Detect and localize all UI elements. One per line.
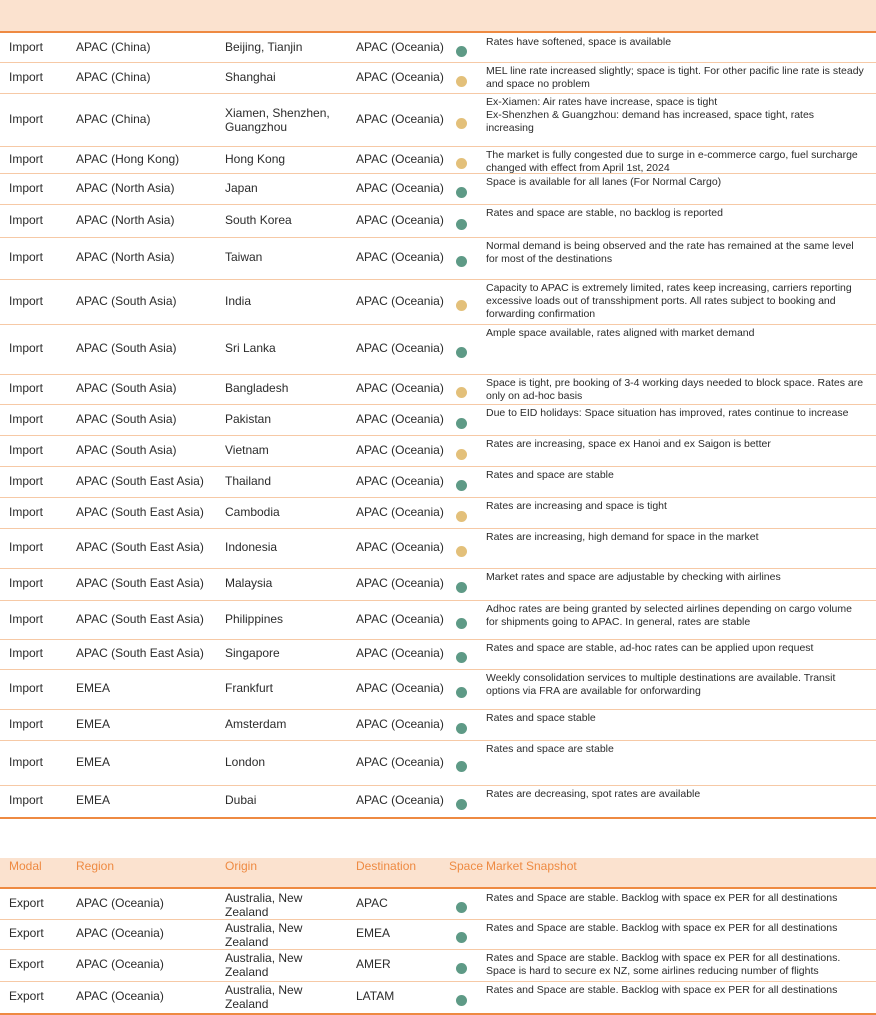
status-indicator-green <box>456 418 467 429</box>
header-space: Space <box>449 859 484 873</box>
market-snapshot-cell: Space is available for all lanes (For Normal Cargo) <box>486 176 722 188</box>
region-cell: APAC (China) <box>76 70 151 84</box>
modal-cell: Import <box>9 70 44 84</box>
status-indicator-amber <box>456 387 467 398</box>
region-cell: APAC (South Asia) <box>76 294 177 308</box>
table-row <box>0 669 876 710</box>
origin-cell: South Korea <box>225 213 292 227</box>
table-row <box>0 324 876 375</box>
header-destination: Destination <box>356 859 417 873</box>
destination-cell: APAC (Oceania) <box>356 646 444 660</box>
table-row <box>0 466 876 498</box>
status-indicator-green <box>456 618 467 629</box>
modal-cell: Import <box>9 646 44 660</box>
origin-cell: Dubai <box>225 793 257 807</box>
region-cell: APAC (China) <box>76 112 151 126</box>
market-snapshot-cell: Normal demand is being observed and the rate has remained at the same level for most of the destinations <box>486 240 854 265</box>
destination-cell: APAC (Oceania) <box>356 152 444 166</box>
region-cell: EMEA <box>76 793 111 807</box>
region-cell: APAC (Oceania) <box>76 926 164 940</box>
destination-cell: APAC (Oceania) <box>356 412 444 426</box>
region-cell: EMEA <box>76 717 111 731</box>
table-row <box>0 785 876 819</box>
modal-cell: Import <box>9 381 44 395</box>
origin-cell: Australia, New Zealand <box>225 951 303 979</box>
origin-cell: Amsterdam <box>225 717 287 731</box>
region-cell: APAC (South East Asia) <box>76 612 204 626</box>
destination-cell: APAC (Oceania) <box>356 793 444 807</box>
table-row <box>0 949 876 982</box>
destination-cell: APAC (Oceania) <box>356 381 444 395</box>
table-row <box>0 204 876 238</box>
status-indicator-green <box>456 46 467 57</box>
status-indicator-green <box>456 799 467 810</box>
modal-cell: Import <box>9 755 44 769</box>
destination-cell: APAC (Oceania) <box>356 181 444 195</box>
origin-cell: Thailand <box>225 474 272 488</box>
origin-cell: Malaysia <box>225 576 273 590</box>
table-row <box>0 173 876 205</box>
table-row <box>0 889 876 920</box>
region-cell: APAC (Oceania) <box>76 957 164 971</box>
market-snapshot-cell: Rates have softened, space is available <box>486 36 672 48</box>
region-cell: APAC (North Asia) <box>76 250 175 264</box>
status-indicator-green <box>456 761 467 772</box>
import-table-header-band <box>0 0 876 33</box>
region-cell: APAC (Oceania) <box>76 989 164 1003</box>
modal-cell: Export <box>9 896 44 910</box>
status-indicator-green <box>456 256 467 267</box>
modal-cell: Import <box>9 152 44 166</box>
origin-cell: Cambodia <box>225 505 280 519</box>
modal-cell: Export <box>9 989 44 1003</box>
status-indicator-amber <box>456 511 467 522</box>
modal-cell: Import <box>9 540 44 554</box>
destination-cell: APAC (Oceania) <box>356 250 444 264</box>
region-cell: APAC (South East Asia) <box>76 576 204 590</box>
region-cell: APAC (Oceania) <box>76 896 164 910</box>
table-row <box>0 146 876 174</box>
market-snapshot-cell: Rates are increasing, high demand for space in the market <box>486 531 759 543</box>
export-table-header <box>0 858 876 889</box>
origin-cell: Indonesia <box>225 540 278 554</box>
market-snapshot-cell: Capacity to APAC is extremely limited, rates keep increasing, carriers reporting excessive loads out of transshipment ports. All rates subject to booking and forwarding confirmation <box>486 282 852 320</box>
table-row <box>0 374 876 405</box>
modal-cell: Import <box>9 341 44 355</box>
market-snapshot-cell: Due to EID holidays: Space situation has improved, rates continue to increase <box>486 407 849 419</box>
status-indicator-green <box>456 723 467 734</box>
status-indicator-amber <box>456 76 467 87</box>
table-row <box>0 600 876 640</box>
table-row <box>0 279 876 325</box>
destination-cell: EMEA <box>356 926 391 940</box>
origin-cell: London <box>225 755 266 769</box>
destination-cell: APAC (Oceania) <box>356 70 444 84</box>
origin-cell: Taiwan <box>225 250 263 264</box>
status-indicator-amber <box>456 158 467 169</box>
origin-cell: Frankfurt <box>225 681 274 695</box>
modal-cell: Export <box>9 926 44 940</box>
destination-cell: APAC (Oceania) <box>356 443 444 457</box>
market-snapshot-cell: Rates and Space are stable. Backlog with space ex PER for all destinations <box>486 892 838 904</box>
table-row <box>0 33 876 63</box>
status-indicator-green <box>456 963 467 974</box>
table-row <box>0 93 876 147</box>
region-cell: APAC (South East Asia) <box>76 646 204 660</box>
destination-cell: APAC (Oceania) <box>356 755 444 769</box>
modal-cell: Import <box>9 112 44 126</box>
market-snapshot-cell: MEL line rate increased slightly; space is tight. For other pacific line rate is steady and space no problem <box>486 65 864 90</box>
origin-cell: Japan <box>225 181 258 195</box>
destination-cell: APAC (Oceania) <box>356 717 444 731</box>
market-snapshot-cell: Rates and Space are stable. Backlog with space ex PER for all destinations <box>486 922 838 934</box>
table-row <box>0 740 876 786</box>
market-snapshot-cell: Rates and space are stable <box>486 743 614 755</box>
origin-cell: India <box>225 294 252 308</box>
origin-cell: Australia, New Zealand <box>225 983 303 1011</box>
table-row <box>0 639 876 670</box>
market-snapshot-cell: Market rates and space are adjustable by checking with airlines <box>486 571 781 583</box>
destination-cell: LATAM <box>356 989 395 1003</box>
market-snapshot-cell: Rates are increasing, space ex Hanoi and ex Saigon is better <box>486 438 771 450</box>
modal-cell: Import <box>9 213 44 227</box>
table-row <box>0 528 876 569</box>
region-cell: APAC (South East Asia) <box>76 474 204 488</box>
market-snapshot-cell: Adhoc rates are being granted by selected airlines depending on cargo volume for shipments going to APAC. In general, rates are stable <box>486 603 852 628</box>
table-row <box>0 404 876 436</box>
status-indicator-green <box>456 347 467 358</box>
header-origin: Origin <box>225 859 258 873</box>
destination-cell: APAC (Oceania) <box>356 612 444 626</box>
market-snapshot-cell: Rates and space are stable <box>486 469 614 481</box>
market-snapshot-cell: Space is tight, pre booking of 3-4 working days needed to block space. Rates are only on ad-hoc basis <box>486 377 864 402</box>
status-indicator-green <box>456 187 467 198</box>
destination-cell: APAC (Oceania) <box>356 341 444 355</box>
region-cell: APAC (North Asia) <box>76 213 175 227</box>
region-cell: EMEA <box>76 755 111 769</box>
destination-cell: APAC (Oceania) <box>356 681 444 695</box>
destination-cell: APAC (Oceania) <box>356 112 444 126</box>
header-region: Region <box>76 859 115 873</box>
market-snapshot-cell: Rates are increasing and space is tight <box>486 500 667 512</box>
market-snapshot-cell: The market is fully congested due to surge in e-commerce cargo, fuel surcharge changed with effect from April 1st, 2024 <box>486 149 858 174</box>
modal-cell: Import <box>9 717 44 731</box>
region-cell: APAC (South Asia) <box>76 341 177 355</box>
region-cell: EMEA <box>76 681 111 695</box>
table-row <box>0 435 876 467</box>
status-indicator-green <box>456 932 467 943</box>
modal-cell: Import <box>9 681 44 695</box>
destination-cell: APAC (Oceania) <box>356 213 444 227</box>
modal-cell: Import <box>9 612 44 626</box>
region-cell: APAC (North Asia) <box>76 181 175 195</box>
status-indicator-green <box>456 902 467 913</box>
destination-cell: APAC (Oceania) <box>356 474 444 488</box>
table-row <box>0 919 876 950</box>
origin-cell: Australia, New Zealand <box>225 891 303 919</box>
modal-cell: Import <box>9 412 44 426</box>
origin-cell: Vietnam <box>225 443 269 457</box>
market-snapshot-cell: Rates and space are stable, ad-hoc rates can be applied upon request <box>486 642 814 654</box>
origin-cell: Sri Lanka <box>225 341 276 355</box>
status-indicator-amber <box>456 118 467 129</box>
destination-cell: APAC <box>356 896 388 910</box>
market-snapshot-cell: Rates and space are stable, no backlog is reported <box>486 207 723 219</box>
destination-cell: APAC (Oceania) <box>356 576 444 590</box>
modal-cell: Import <box>9 474 44 488</box>
table-row <box>0 237 876 280</box>
modal-cell: Import <box>9 294 44 308</box>
status-indicator-green <box>456 219 467 230</box>
region-cell: APAC (South East Asia) <box>76 540 204 554</box>
status-indicator-amber <box>456 546 467 557</box>
status-indicator-amber <box>456 449 467 460</box>
table-row <box>0 62 876 94</box>
destination-cell: APAC (Oceania) <box>356 294 444 308</box>
origin-cell: Pakistan <box>225 412 272 426</box>
origin-cell: Beijing, Tianjin <box>225 40 303 54</box>
market-snapshot-cell: Rates and space stable <box>486 712 596 724</box>
modal-cell: Import <box>9 443 44 457</box>
region-cell: APAC (South Asia) <box>76 381 177 395</box>
status-indicator-amber <box>456 300 467 311</box>
table-row <box>0 981 876 1015</box>
modal-cell: Import <box>9 576 44 590</box>
origin-cell: Xiamen, Shenzhen, Guangzhou <box>225 106 330 134</box>
market-snapshot-cell: Ex-Xiamen: Air rates have increase, space is tight Ex-Shenzhen & Guangzhou: demand has increased, space tight, rates increasing <box>486 96 815 134</box>
header-modal: Modal <box>9 859 42 873</box>
destination-cell: APAC (Oceania) <box>356 505 444 519</box>
modal-cell: Import <box>9 40 44 54</box>
destination-cell: AMER <box>356 957 391 971</box>
modal-cell: Import <box>9 505 44 519</box>
market-snapshot-cell: Rates are decreasing, spot rates are available <box>486 788 701 800</box>
modal-cell: Import <box>9 181 44 195</box>
status-indicator-green <box>456 480 467 491</box>
table-row <box>0 709 876 741</box>
region-cell: APAC (Hong Kong) <box>76 152 180 166</box>
market-snapshot-cell: Ample space available, rates aligned with market demand <box>486 327 755 339</box>
origin-cell: Philippines <box>225 612 284 626</box>
destination-cell: APAC (Oceania) <box>356 540 444 554</box>
modal-cell: Import <box>9 250 44 264</box>
destination-cell: APAC (Oceania) <box>356 40 444 54</box>
origin-cell: Bangladesh <box>225 381 289 395</box>
modal-cell: Export <box>9 957 44 971</box>
origin-cell: Singapore <box>225 646 280 660</box>
market-snapshot-cell: Rates and Space are stable. Backlog with space ex PER for all destinations <box>486 984 838 996</box>
origin-cell: Australia, New Zealand <box>225 921 303 949</box>
region-cell: APAC (South Asia) <box>76 412 177 426</box>
market-snapshot-cell: Weekly consolidation services to multiple destinations are available. Transit options via FRA are available for onforwarding <box>486 672 836 697</box>
modal-cell: Import <box>9 793 44 807</box>
status-indicator-green <box>456 995 467 1006</box>
status-indicator-green <box>456 687 467 698</box>
region-cell: APAC (South East Asia) <box>76 505 204 519</box>
status-indicator-green <box>456 582 467 593</box>
market-snapshot-cell: Rates and Space are stable. Backlog with space ex PER for all destinations. Space is hard to secure ex NZ, some airlines reducing number of flights <box>486 952 841 977</box>
region-cell: APAC (South Asia) <box>76 443 177 457</box>
table-row <box>0 568 876 601</box>
origin-cell: Shanghai <box>225 70 276 84</box>
origin-cell: Hong Kong <box>225 152 286 166</box>
status-indicator-green <box>456 652 467 663</box>
table-row <box>0 497 876 529</box>
header-market-snapshot: Market Snapshot <box>486 859 577 873</box>
region-cell: APAC (China) <box>76 40 151 54</box>
